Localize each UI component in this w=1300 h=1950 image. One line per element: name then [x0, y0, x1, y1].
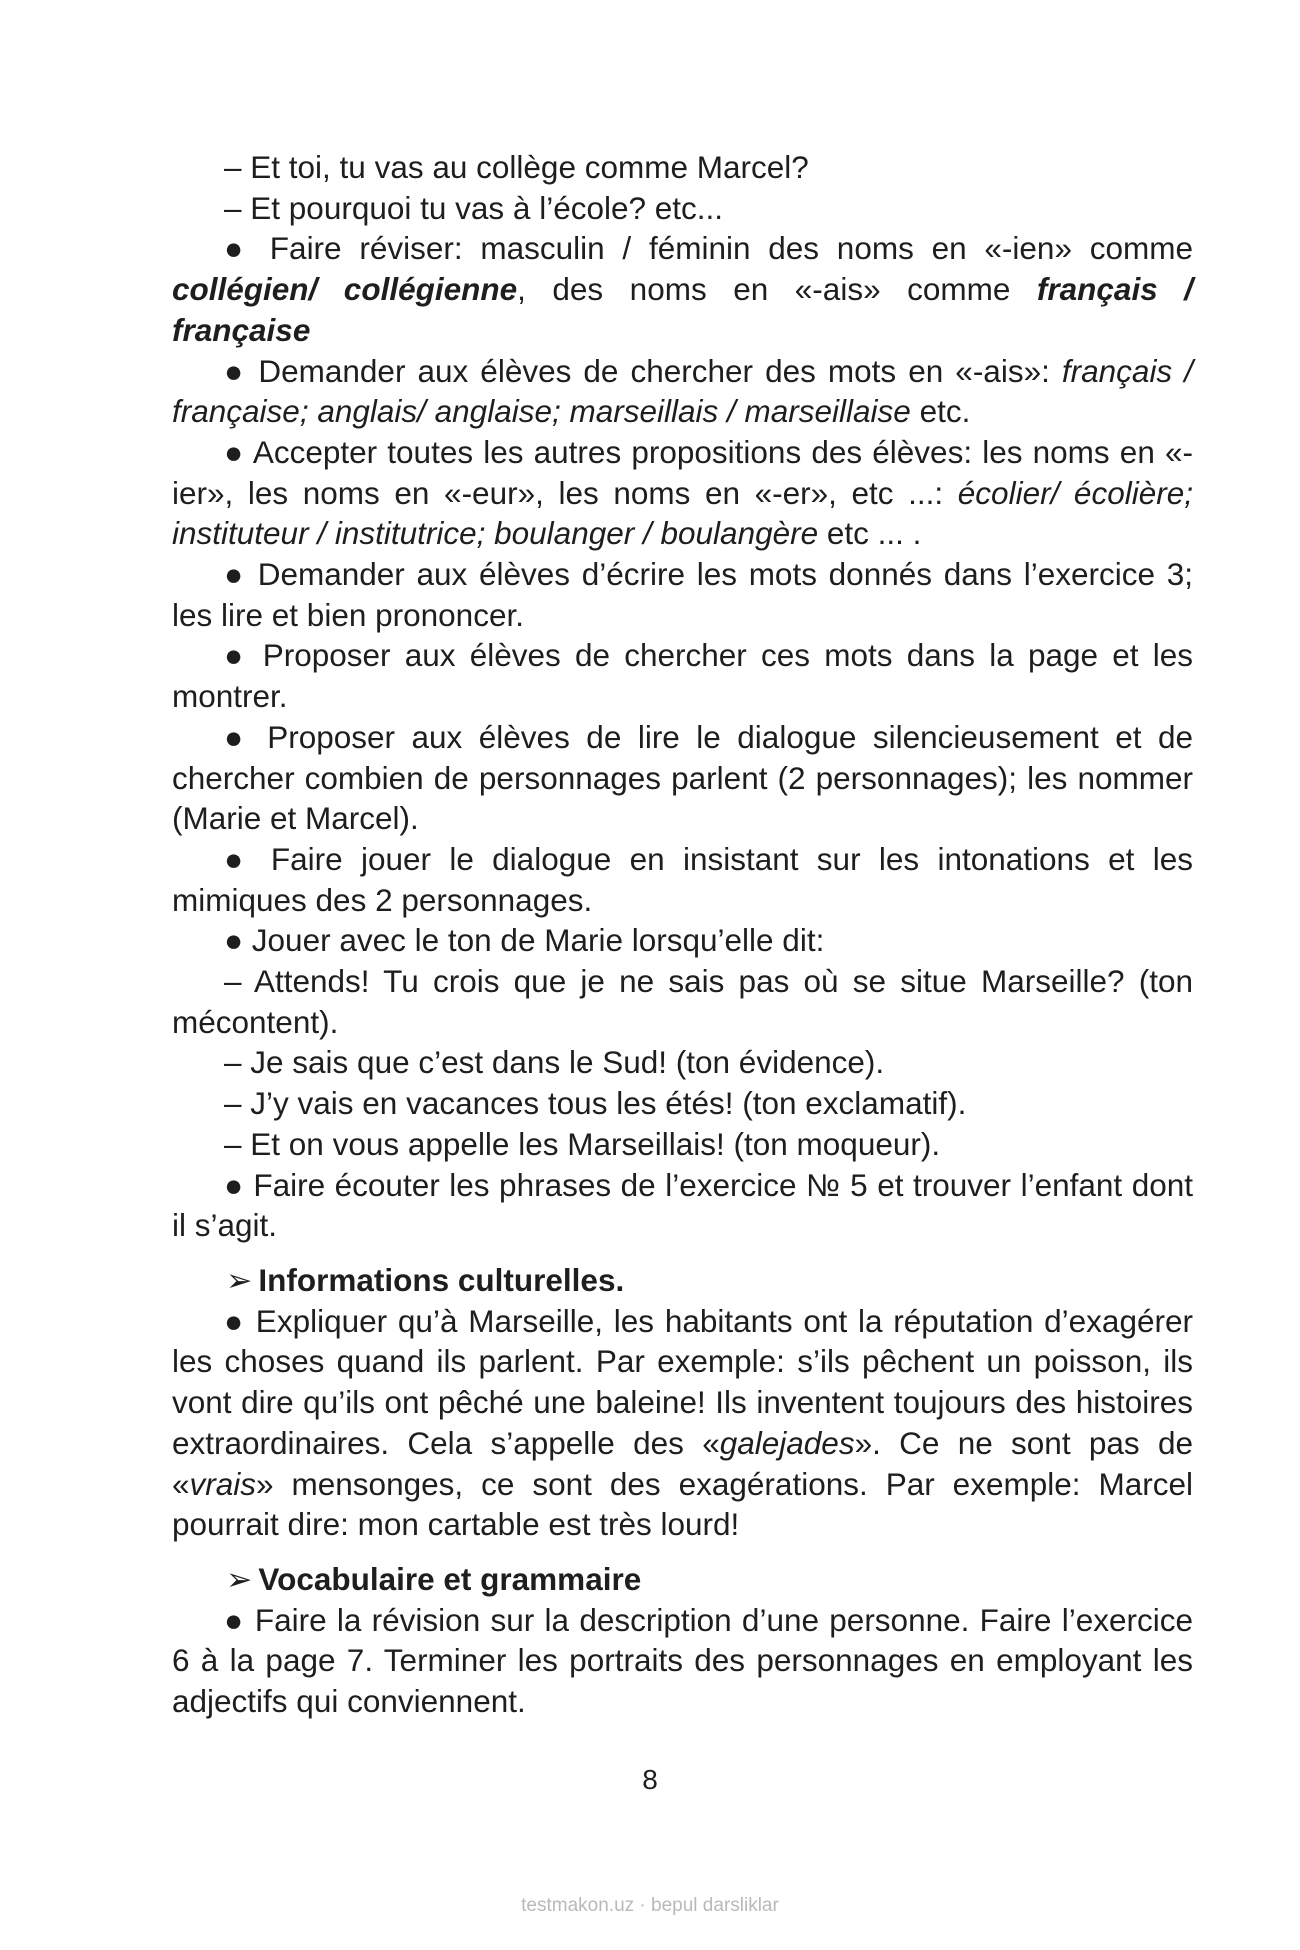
section-heading — [172, 1559, 1193, 1600]
dialogue-line: – Et toi, tu vas au collège comme Marcel? — [224, 149, 809, 185]
paragraph — [172, 351, 1193, 432]
paragraph: ● Faire jouer le dialogue en insistant sur les intonations et les mimiques des 2 personnages. — [172, 840, 1193, 918]
text: ● Accepter toutes les autres propositions des élèves: les noms en «-ier», les noms en «-eur», les noms en «-er», etc ...: — [172, 433, 1193, 511]
italic-text: galejades — [719, 1424, 855, 1461]
paragraph — [172, 228, 1193, 350]
paragraph: ● Jouer avec le ton de Marie lorsqu’elle dit: — [224, 922, 825, 959]
text: ● Expliquer qu’à Marseille, les habitants ont la réputation d’exagérer les choses quand ils parlent. Par exemple: s’ils pêchent un poisson, ils vont dire qu’ils ont pêché une baleine! Ils inventent toujours des histoires extraordinaires. Cela s’appelle des « — [172, 1302, 1193, 1461]
dialogue-line: – Attends! Tu crois que je ne sais pas où se situe Marseille? (ton mécontent). — [172, 963, 1193, 1040]
paragraph: ● Proposer aux élèves de chercher ces mots dans la page et les montrer. — [172, 637, 1193, 715]
section-heading-text: Vocabulaire et grammaire — [258, 1560, 642, 1597]
dialogue-line: – J’y vais en vacances tous les étés! (ton exclamatif). — [224, 1085, 967, 1122]
paragraph: ● Proposer aux élèves de lire le dialogue silencieusement et de chercher combien de personnages parlent (2 personnages); les nommer (Marie et Marcel). — [172, 718, 1193, 837]
paragraph — [172, 1301, 1193, 1545]
text: ● Faire réviser: masculin / féminin des noms en «-ien» comme — [224, 230, 1193, 267]
italic-text: écolier/ écolière; instituteur / institutrice; boulanger / boulangère — [172, 474, 1193, 552]
section-heading — [172, 1260, 1193, 1301]
dialogue-line: – Je sais que c’est dans le Sud! (ton évidence). — [224, 1044, 885, 1081]
text: » mensonges, ce sont des exagérations. Par exemple: Marcel pourrait dire: mon cartable est très lourd! — [172, 1465, 1193, 1543]
spacer — [172, 1545, 1193, 1559]
text: etc ... . — [818, 515, 922, 552]
arrow-bullet-icon: ➢ — [226, 1261, 253, 1298]
spacer — [172, 1246, 1193, 1260]
italic-text: français / française; anglais/ anglaise; marseillais / marseillaise — [172, 352, 1193, 430]
text: ». Ce ne sont pas de « — [172, 1424, 1193, 1502]
paragraph — [172, 432, 1193, 554]
paragraph: ● Demander aux élèves d’écrire les mots donnés dans l’exercice 3; les lire et bien prononcer. — [172, 556, 1193, 633]
text: ● Demander aux élèves de chercher des mots en «-ais»: — [224, 352, 1062, 389]
text: etc. — [910, 393, 971, 430]
section-heading-text: Informations culturelles. — [258, 1261, 625, 1298]
dialogue-line: – Et on vous appelle les Marseillais! (ton moqueur). — [224, 1125, 941, 1162]
bold-italic-text: collégien/ collégienne — [172, 271, 518, 308]
page-body — [172, 147, 1193, 1722]
text: , des noms en «-ais» comme — [517, 271, 1037, 308]
dialogue-line: – Et pourquoi tu vas à l’école? etc... — [224, 189, 724, 226]
watermark: testmakon.uz · bepul darsliklar — [521, 1895, 779, 1916]
paragraph: ● Faire écouter les phrases de l’exercice № 5 et trouver l’enfant dont il s’agit. — [172, 1166, 1193, 1244]
arrow-bullet-icon: ➢ — [226, 1560, 253, 1597]
page-number: 8 — [642, 1764, 658, 1795]
italic-text: vrais — [189, 1465, 257, 1502]
bold-italic-text: français / française — [172, 271, 1193, 348]
paragraph: ● Faire la révision sur la description d’une personne. Faire l’exercice 6 à la page 7. Terminer les portraits des personnages en employant les adjectifs qui conviennent. — [172, 1601, 1193, 1720]
